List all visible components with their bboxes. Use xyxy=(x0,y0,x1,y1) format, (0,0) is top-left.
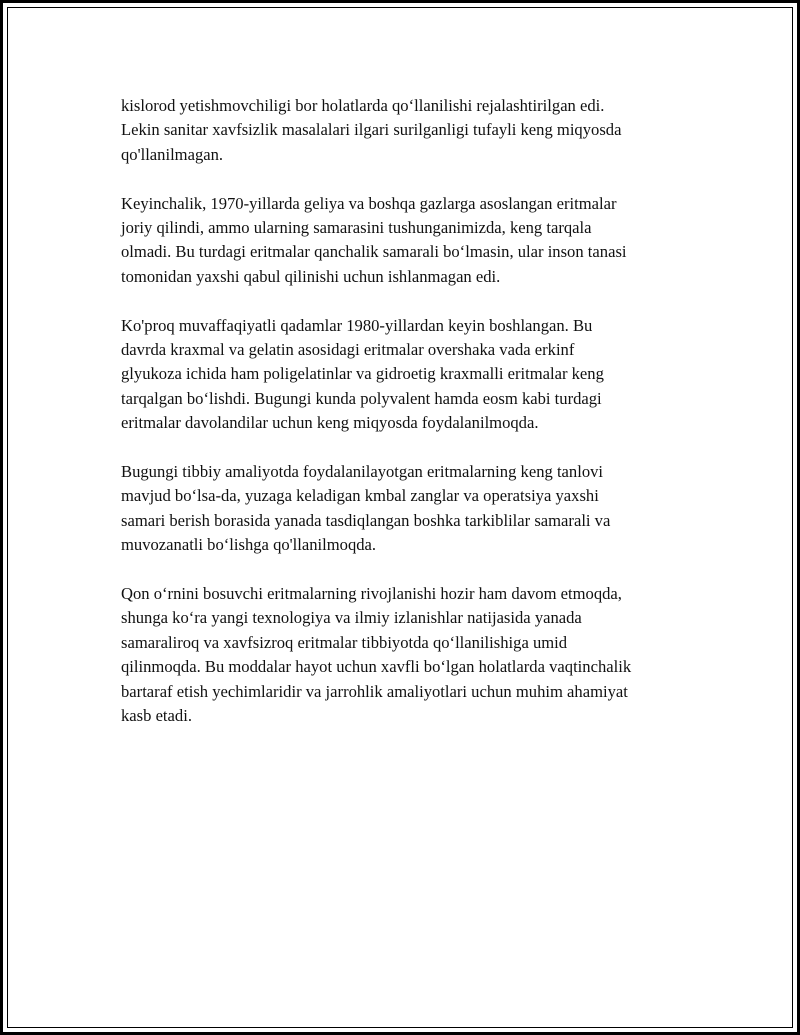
paragraph-4 xyxy=(121,460,701,558)
text-line: kasb etadi. xyxy=(121,706,192,726)
text-line: davrda kraxmal va gelatin asosidagi eritmalar overshaka vada erkinf xyxy=(121,340,575,360)
text-line: kislorod yetishmovchiligi bor holatlarda qo‘llanilishi rejalashtirilgan edi. xyxy=(121,96,605,115)
text-line: Qon o‘rnini bosuvchi eritmalarning rivojlanishi hozir ham davom etmoqda, xyxy=(121,584,622,604)
text-line: samaraliroq va xavfsizroq eritmalar tibbiyotda qo‘llanilishiga umid xyxy=(121,632,568,652)
text-line: muvozanatli bo‘lishga qo'llanilmoqda. xyxy=(121,535,377,555)
paragraph-2 xyxy=(121,192,701,290)
text-line: Bugungi tibbiy amaliyotda foydalanilayotgan eritmalarning keng tanlovi xyxy=(121,462,604,482)
text-line: Lekin sanitar xavfsizlik masalalari ilgari surilganligi tufayli keng miqyosda xyxy=(121,120,622,140)
text-line: tarqalgan bo‘lishdi. Bugungi kunda polyvalent hamda eosm kabi turdagi xyxy=(121,388,602,408)
text-line: samari berish borasida yanada tasdiqlangan boshka tarkiblilar samarali va xyxy=(121,510,611,530)
paragraph-3 xyxy=(121,314,701,436)
text-line: Keyinchalik, 1970-yillarda geliya va boshqa gazlarga asoslangan eritmalar xyxy=(121,193,617,213)
text-line: qo'llanilmagan. xyxy=(121,144,224,164)
paragraph-1 xyxy=(121,94,701,167)
text-line: Ko'proq muvaffaqiyatli qadamlar 1980-yillardan keyin boshlangan. Bu xyxy=(121,315,593,335)
text-line: joriy qilindi, ammo ularning samarasini tushunganimizda, keng tarqala xyxy=(121,218,592,238)
text-line: shunga ko‘ra yangi texnologiya va ilmiy izlanishlar natijasida yanada xyxy=(121,608,582,628)
text-line: mavjud bo‘lsa-da, yuzaga keladigan kmbal zanglar va operatsiya yaxshi xyxy=(121,486,599,506)
text-line: bartaraf etish yechimlaridir va jarrohlik amaliyotlari uchun muhim ahamiyat xyxy=(121,681,628,701)
paragraph-5 xyxy=(121,582,701,728)
text-line: eritmalar davolandilar uchun keng miqyosda foydalanilmoqda. xyxy=(121,413,539,433)
document-body xyxy=(121,94,701,753)
text-line: olmadi. Bu turdagi eritmalar qanchalik samarali bo‘lmasin, ular inson tanasi xyxy=(121,242,627,262)
text-line: qilinmoqda. Bu moddalar hayot uchun xavfli bo‘lgan holatlarda vaqtinchalik xyxy=(121,657,632,677)
text-line: glyukoza ichida ham poligelatinlar va gidroetig kraxmalli eritmalar keng xyxy=(121,364,604,384)
text-line: tomonidan yaxshi qabul qilinishi uchun ishlanmagan edi. xyxy=(121,266,501,286)
